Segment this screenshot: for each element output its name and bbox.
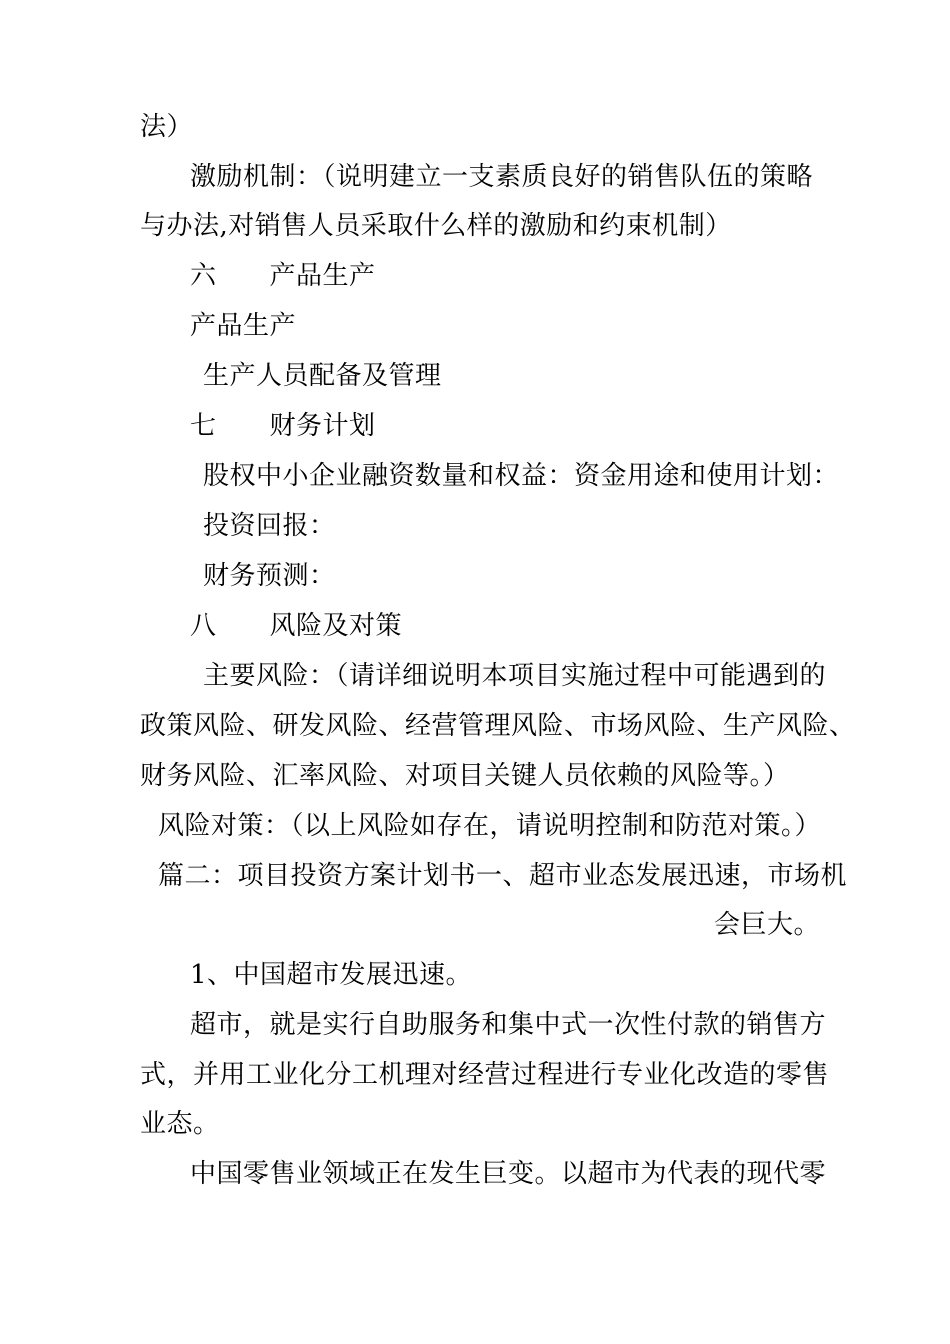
paragraph-line: 中国零售业领域正在发生巨变。以超市为代表的现代零: [190, 1159, 827, 1189]
paragraph-line: 风险对策：（以上风险如存在，请说明控制和防范对策。）: [158, 811, 822, 841]
section-heading: 七 财务计划: [190, 411, 376, 441]
paragraph-line: 主要风险：（请详细说明本项目实施过程中可能遇到的: [203, 661, 827, 691]
paragraph-line: 财务风险、汇率风险、对项目关键人员依赖的风险等。）: [140, 761, 790, 791]
paragraph-line: 财务预测：: [203, 561, 336, 591]
paragraph-line: 法）: [140, 112, 194, 142]
paragraph-line: 篇二：项目投资方案计划书一、超市业态发展迅速，市场机: [158, 861, 848, 891]
section-heading: 1、中国超市发展迅速。: [190, 960, 473, 990]
paragraph-line: 业态。: [140, 1109, 220, 1139]
section-heading: 八 风险及对策: [190, 611, 403, 641]
paragraph-line: 政策风险、研发风险、经营管理风险、市场风险、生产风险、: [140, 711, 856, 741]
paragraph-line: 与办法,对销售人员采取什么样的激励和约束机制）: [140, 211, 732, 241]
paragraph-line: 式，并用工业化分工机理对经营过程进行专业化改造的零售: [140, 1060, 830, 1090]
paragraph-line: 产品生产: [190, 311, 297, 341]
paragraph-line: 股权中小企业融资数量和权益：资金用途和使用计划：: [203, 461, 840, 491]
paragraph-line: 投资回报：: [203, 511, 336, 541]
paragraph-line: 生产人员配备及管理: [203, 361, 442, 391]
paragraph-line: 激励机制：（说明建立一支素质良好的销售队伍的策略: [190, 162, 814, 192]
paragraph-line: 超市，就是实行自助服务和集中式一次性付款的销售方: [190, 1010, 827, 1040]
section-heading: 六 产品生产: [190, 261, 376, 291]
paragraph-line: 会巨大。: [713, 910, 820, 940]
